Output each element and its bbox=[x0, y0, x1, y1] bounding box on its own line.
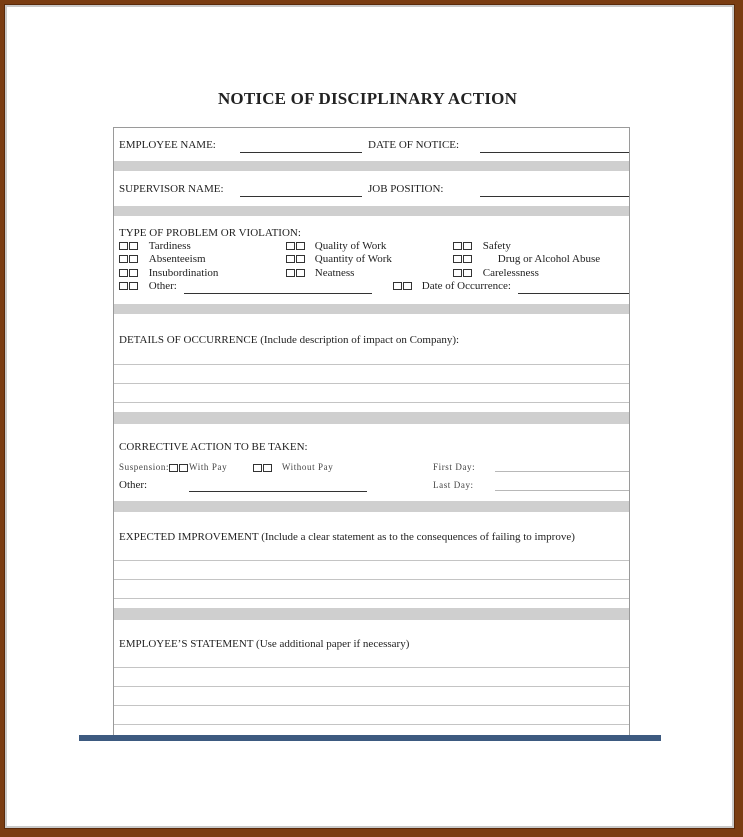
checkbox-insubordination[interactable] bbox=[119, 267, 218, 279]
checkbox-icon bbox=[463, 255, 472, 263]
checkbox-icon bbox=[119, 282, 128, 290]
option-label: Date of Occurrence: bbox=[421, 280, 511, 292]
section-divider bbox=[114, 206, 629, 216]
suspension-label: Suspension: bbox=[119, 462, 170, 472]
other-action-field[interactable] bbox=[189, 491, 367, 492]
option-label: Other: bbox=[148, 280, 177, 292]
checkbox-icon bbox=[129, 242, 138, 250]
checkbox-icon bbox=[403, 282, 412, 290]
writing-line[interactable] bbox=[114, 383, 629, 384]
checkbox-icon bbox=[253, 464, 262, 472]
writing-line[interactable] bbox=[114, 705, 629, 706]
option-label: Neatness bbox=[314, 267, 355, 279]
first-day-field[interactable] bbox=[495, 471, 629, 472]
last-day-label: Last Day: bbox=[433, 480, 474, 490]
writing-line[interactable] bbox=[114, 598, 629, 599]
without-pay-label: Without Pay bbox=[281, 462, 334, 472]
statement-heading: EMPLOYEE’S STATEMENT (Use additional paper if necessary) bbox=[119, 638, 410, 650]
checkbox-icon bbox=[463, 242, 472, 250]
job-position-label: JOB POSITION: bbox=[368, 183, 444, 195]
section-divider bbox=[114, 304, 629, 314]
checkbox-drug-alcohol[interactable] bbox=[453, 253, 600, 265]
option-label: Insubordination bbox=[148, 267, 219, 279]
section-divider bbox=[114, 608, 629, 620]
section-divider bbox=[114, 161, 629, 171]
employee-name-label: EMPLOYEE NAME: bbox=[119, 139, 216, 151]
checkbox-icon bbox=[453, 255, 462, 263]
checkbox-icon bbox=[296, 255, 305, 263]
checkbox-icon bbox=[129, 269, 138, 277]
checkbox-icon bbox=[463, 269, 472, 277]
option-label: Drug or Alcohol Abuse bbox=[497, 253, 601, 265]
checkbox-icon bbox=[296, 269, 305, 277]
corrective-heading: CORRECTIVE ACTION TO BE TAKEN: bbox=[119, 441, 308, 453]
bottom-bar bbox=[79, 735, 661, 741]
checkbox-icon[interactable] bbox=[169, 464, 178, 472]
option-label: Absenteeism bbox=[148, 253, 206, 265]
checkbox-icon bbox=[453, 242, 462, 250]
writing-line[interactable] bbox=[114, 560, 629, 561]
checkbox-icon bbox=[129, 282, 138, 290]
checkbox-tardiness[interactable] bbox=[119, 240, 191, 252]
option-label: Safety bbox=[482, 240, 511, 252]
checkbox-icon bbox=[263, 464, 272, 472]
supervisor-name-field[interactable] bbox=[240, 196, 362, 197]
checkbox-icon bbox=[129, 255, 138, 263]
improvement-heading: EXPECTED IMPROVEMENT (Include a clear statement as to the consequences of failing to improve) bbox=[119, 531, 575, 543]
checkbox-icon bbox=[119, 255, 128, 263]
first-day-label: First Day: bbox=[433, 462, 476, 472]
checkbox-neatness[interactable] bbox=[286, 267, 354, 279]
checkbox-date-of-occurrence[interactable] bbox=[393, 280, 511, 292]
other-action-label: Other: bbox=[119, 479, 148, 491]
writing-line[interactable] bbox=[114, 579, 629, 580]
supervisor-name-label: SUPERVISOR NAME: bbox=[119, 183, 224, 195]
date-of-occurrence-field[interactable] bbox=[518, 293, 629, 294]
checkbox-icon bbox=[119, 242, 128, 250]
disciplinary-form bbox=[113, 127, 630, 737]
section-divider bbox=[114, 501, 629, 512]
section-divider bbox=[114, 412, 629, 424]
checkbox-safety[interactable] bbox=[453, 240, 511, 252]
writing-line[interactable] bbox=[114, 686, 629, 687]
checkbox-icon bbox=[119, 269, 128, 277]
option-label: Tardiness bbox=[148, 240, 191, 252]
checkbox-icon bbox=[296, 242, 305, 250]
checkbox-icon[interactable] bbox=[179, 464, 188, 472]
suspension-row bbox=[119, 462, 189, 472]
job-position-field[interactable] bbox=[480, 196, 629, 197]
checkbox-icon bbox=[453, 269, 462, 277]
last-day-field[interactable] bbox=[495, 490, 629, 491]
violation-heading: TYPE OF PROBLEM OR VIOLATION: bbox=[119, 227, 301, 239]
writing-line[interactable] bbox=[114, 667, 629, 668]
checkbox-icon bbox=[393, 282, 402, 290]
other-violation-field[interactable] bbox=[184, 293, 372, 294]
writing-line[interactable] bbox=[114, 402, 629, 403]
option-label: Quality of Work bbox=[314, 240, 387, 252]
checkbox-icon bbox=[286, 269, 295, 277]
with-pay-label: With Pay bbox=[189, 462, 228, 472]
checkbox-absenteeism[interactable] bbox=[119, 253, 206, 265]
date-of-notice-label: DATE OF NOTICE: bbox=[368, 139, 460, 151]
page-title: NOTICE OF DISCIPLINARY ACTION bbox=[217, 89, 518, 108]
checkbox-without-pay[interactable] bbox=[253, 462, 333, 472]
checkbox-icon bbox=[286, 242, 295, 250]
date-of-notice-field[interactable] bbox=[480, 152, 629, 153]
checkbox-quantity-of-work[interactable] bbox=[286, 253, 392, 265]
details-heading: DETAILS OF OCCURRENCE (Include description of impact on Company): bbox=[119, 334, 460, 346]
writing-line[interactable] bbox=[114, 364, 629, 365]
checkbox-carelessness[interactable] bbox=[453, 267, 539, 279]
employee-name-field[interactable] bbox=[240, 152, 362, 153]
writing-line[interactable] bbox=[114, 724, 629, 725]
option-label: Quantity of Work bbox=[314, 253, 392, 265]
checkbox-other[interactable] bbox=[119, 280, 177, 292]
option-label: Carelessness bbox=[482, 267, 539, 279]
checkbox-quality-of-work[interactable] bbox=[286, 240, 386, 252]
checkbox-icon bbox=[286, 255, 295, 263]
